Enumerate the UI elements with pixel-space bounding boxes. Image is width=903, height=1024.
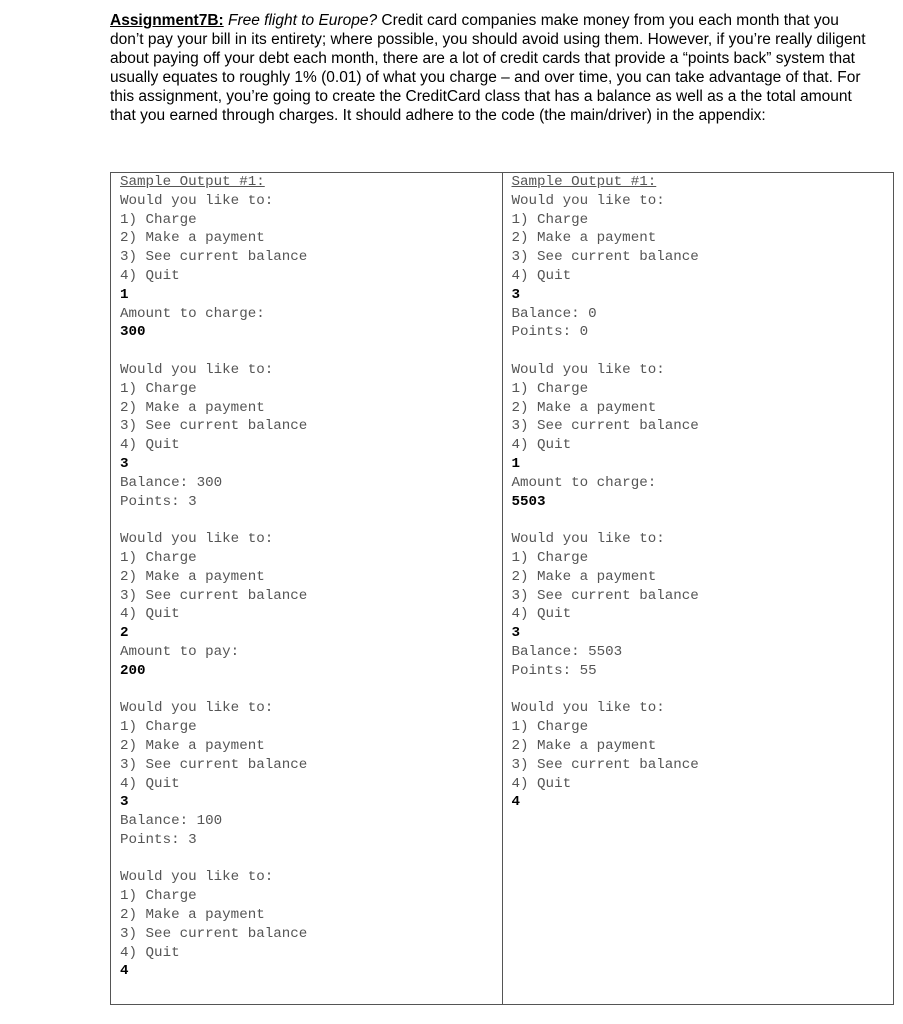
left-output-line: Would you like to:: [120, 531, 274, 548]
left-blank-line: [120, 681, 502, 700]
right-output-line: 1) Charge: [511, 719, 589, 736]
left-output-line: Would you like to:: [120, 869, 274, 886]
intro-paragraph: [110, 11, 870, 125]
assignment-title: Assignment7B:: [110, 12, 224, 29]
right-output-line: 2) Make a payment: [511, 230, 657, 247]
left-sample-output: [111, 173, 502, 981]
left-output-line: Amount to charge:: [120, 305, 265, 322]
left-user-input-line: 1: [120, 286, 129, 303]
right-output-line: 3) See current balance: [511, 418, 699, 435]
right-sample-output: [503, 173, 894, 812]
left-output-line: 4) Quit: [120, 944, 180, 961]
right-output-line: Would you like to:: [511, 531, 665, 548]
left-output-line: 2) Make a payment: [120, 907, 265, 924]
left-output-line: Balance: 300: [120, 474, 223, 491]
left-output-line: Balance: 100: [120, 813, 223, 830]
right-output-line: 1) Charge: [511, 211, 589, 228]
right-blank-line: [512, 511, 894, 530]
right-output-line: 4) Quit: [511, 606, 572, 623]
left-output-line: 3) See current balance: [120, 756, 308, 773]
right-user-input-line: 3: [511, 625, 521, 642]
right-output-line: 2) Make a payment: [511, 399, 657, 416]
left-user-input-line: 2: [120, 625, 129, 642]
right-blank-line: [512, 681, 894, 700]
right-sample-heading: Sample Output #1:: [511, 174, 657, 190]
left-output-line: Would you like to:: [120, 361, 274, 378]
left-sample-heading: Sample Output #1:: [120, 174, 265, 190]
assignment-subtitle: Free flight to Europe?: [228, 12, 378, 29]
left-output-line: 3) See current balance: [120, 587, 308, 604]
left-output-line: 1) Charge: [120, 888, 197, 905]
left-output-line: 4) Quit: [120, 775, 180, 792]
right-output-line: Would you like to:: [511, 192, 665, 209]
left-output-line: 1) Charge: [120, 549, 197, 566]
left-output-line: Points: 3: [120, 493, 197, 510]
left-output-line: 3) See current balance: [120, 418, 308, 435]
left-output-line: Would you like to:: [120, 700, 274, 717]
sample-output-table: [110, 172, 894, 1005]
right-user-input-line: 4: [511, 794, 521, 811]
right-output-line: 3) See current balance: [511, 249, 699, 266]
left-user-input-line: 300: [120, 324, 146, 341]
left-output-line: 2) Make a payment: [120, 230, 265, 247]
right-output-line: 1) Charge: [511, 380, 589, 397]
right-output-line: Amount to charge:: [511, 474, 657, 491]
left-blank-line: [120, 342, 502, 361]
left-output-line: Points: 3: [120, 831, 197, 848]
left-output-line: 1) Charge: [120, 211, 197, 228]
left-output-line: 1) Charge: [120, 719, 197, 736]
left-output-line: 4) Quit: [120, 267, 180, 284]
left-output-line: 2) Make a payment: [120, 737, 265, 754]
right-output-line: Would you like to:: [511, 361, 665, 378]
left-output-line: 2) Make a payment: [120, 568, 265, 585]
left-output-line: Would you like to:: [120, 192, 274, 209]
left-user-input-line: 4: [120, 963, 129, 980]
right-output-line: 2) Make a payment: [511, 737, 657, 754]
right-output-line: Balance: 0: [511, 305, 597, 322]
left-output-line: 4) Quit: [120, 437, 180, 454]
right-output-line: Points: 0: [511, 324, 589, 341]
left-user-input-line: 3: [120, 455, 129, 472]
left-output-line: Amount to pay:: [120, 643, 240, 660]
right-output-line: Would you like to:: [511, 700, 665, 717]
right-output-line: Points: 55: [511, 662, 597, 679]
right-output-line: 4) Quit: [511, 775, 572, 792]
right-output-line: 1) Charge: [511, 549, 589, 566]
right-output-line: 4) Quit: [511, 267, 572, 284]
left-output-line: 4) Quit: [120, 606, 180, 623]
left-sample-cell: [111, 173, 503, 1005]
right-output-line: 2) Make a payment: [511, 568, 657, 585]
left-blank-line: [120, 850, 502, 869]
assignment-description: Credit card companies make money from you each month that you don’t pay your bill in its entirety; where possible, you should avoid using them. However, if you’re really diligent about paying off your debt each month, there are a lot of credit cards that provide a “points back” system that usually equates to roughly 1% (0.01) of what you charge – and over time, you can take advantage of that. For this assignment, you’re going to create the CreditCard class that has a balance as well as a the total amount that you earned through charges. It should adhere to the code (the main/driver) in the appendix:: [110, 12, 866, 124]
left-user-input-line: 3: [120, 794, 129, 811]
left-output-line: 3) See current balance: [120, 925, 308, 942]
left-output-line: 1) Charge: [120, 380, 197, 397]
right-user-input-line: 3: [511, 286, 521, 303]
left-output-line: 3) See current balance: [120, 249, 308, 266]
left-output-line: 2) Make a payment: [120, 399, 265, 416]
right-output-line: 4) Quit: [511, 437, 572, 454]
right-user-input-line: 1: [511, 455, 521, 472]
right-output-line: 3) See current balance: [511, 587, 699, 604]
left-user-input-line: 200: [120, 662, 146, 679]
left-blank-line: [120, 511, 502, 530]
right-blank-line: [512, 342, 894, 361]
right-output-line: 3) See current balance: [511, 756, 699, 773]
right-sample-cell: [502, 173, 894, 1005]
right-output-line: Balance: 5503: [511, 643, 623, 660]
right-user-input-line: 5503: [511, 493, 546, 510]
